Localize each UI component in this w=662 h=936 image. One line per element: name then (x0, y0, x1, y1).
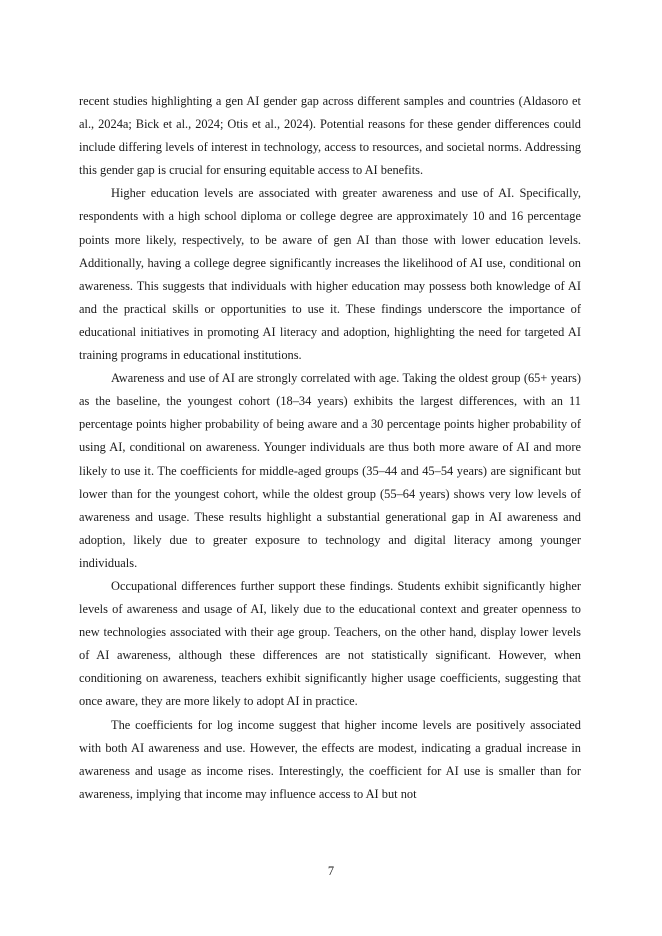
paragraph-age: Awareness and use of AI are strongly correlated with age. Taking the oldest group (65+ years) as the baseline, the youngest cohort (18–34 years) exhibits the largest differences, with an 11 percentage points higher probability of being aware and a 30 percentage points higher probability of using AI, conditional on awareness. Younger individuals are thus both more aware of AI and more likely to use it. The coefficients for middle-aged groups (35–44 and 45–54 years) are significant but lower than for the youngest cohort, while the oldest group (55–64 years) shows very low levels of awareness and usage. These results highlight a substantial generational gap in AI awareness and adoption, likely due to greater exposure to technology and digital literacy among younger individuals. (79, 371, 581, 570)
paragraph-gender-gap: recent studies highlighting a gen AI gender gap across different samples and countries (Aldasoro et al., 2024a; Bick et al., 2024; Otis et al., 2024). Potential reasons for these gender differences could include differing levels of interest in technology, access to resources, and societal norms. Addressing this gender gap is crucial for ensuring equitable access to AI benefits. (79, 94, 581, 178)
paragraph-education: Higher education levels are associated with greater awareness and use of AI. Specifically, respondents with a high school diploma or college degree are approximately 10 and 16 percentage points more likely, respectively, to be aware of gen AI than those with lower education levels. Additionally, having a college degree significantly increases the likelihood of AI use, conditional on awareness. This suggests that individuals with higher education may possess both knowledge of AI and the practical skills or opportunities to use it. These findings underscore the importance of educational initiatives in promoting AI literacy and adoption, highlighting the need for targeted AI training programs in educational institutions. (79, 186, 581, 363)
page-number: 7 (327, 864, 335, 878)
paragraph-income: The coefficients for log income suggest that higher income levels are positively associated with both AI awareness and use. However, the effects are modest, indicating a gradual increase in awareness and usage as income rises. Interestingly, the coefficient for AI use is smaller than for awareness, implying that income may influence access to AI but not (79, 717, 581, 801)
body-text (79, 90, 581, 806)
paragraph-occupation: Occupational differences further support these findings. Students exhibit significantly higher levels of awareness and usage of AI, likely due to the educational context and greater openness to new technologies associated with their age group. Teachers, on the other hand, display lower levels of AI awareness, although these differences are not statistically significant. However, when conditioning on awareness, teachers exhibit significantly higher usage coefficients, suggesting that once aware, they are more likely to adopt AI in practice. (79, 578, 581, 709)
